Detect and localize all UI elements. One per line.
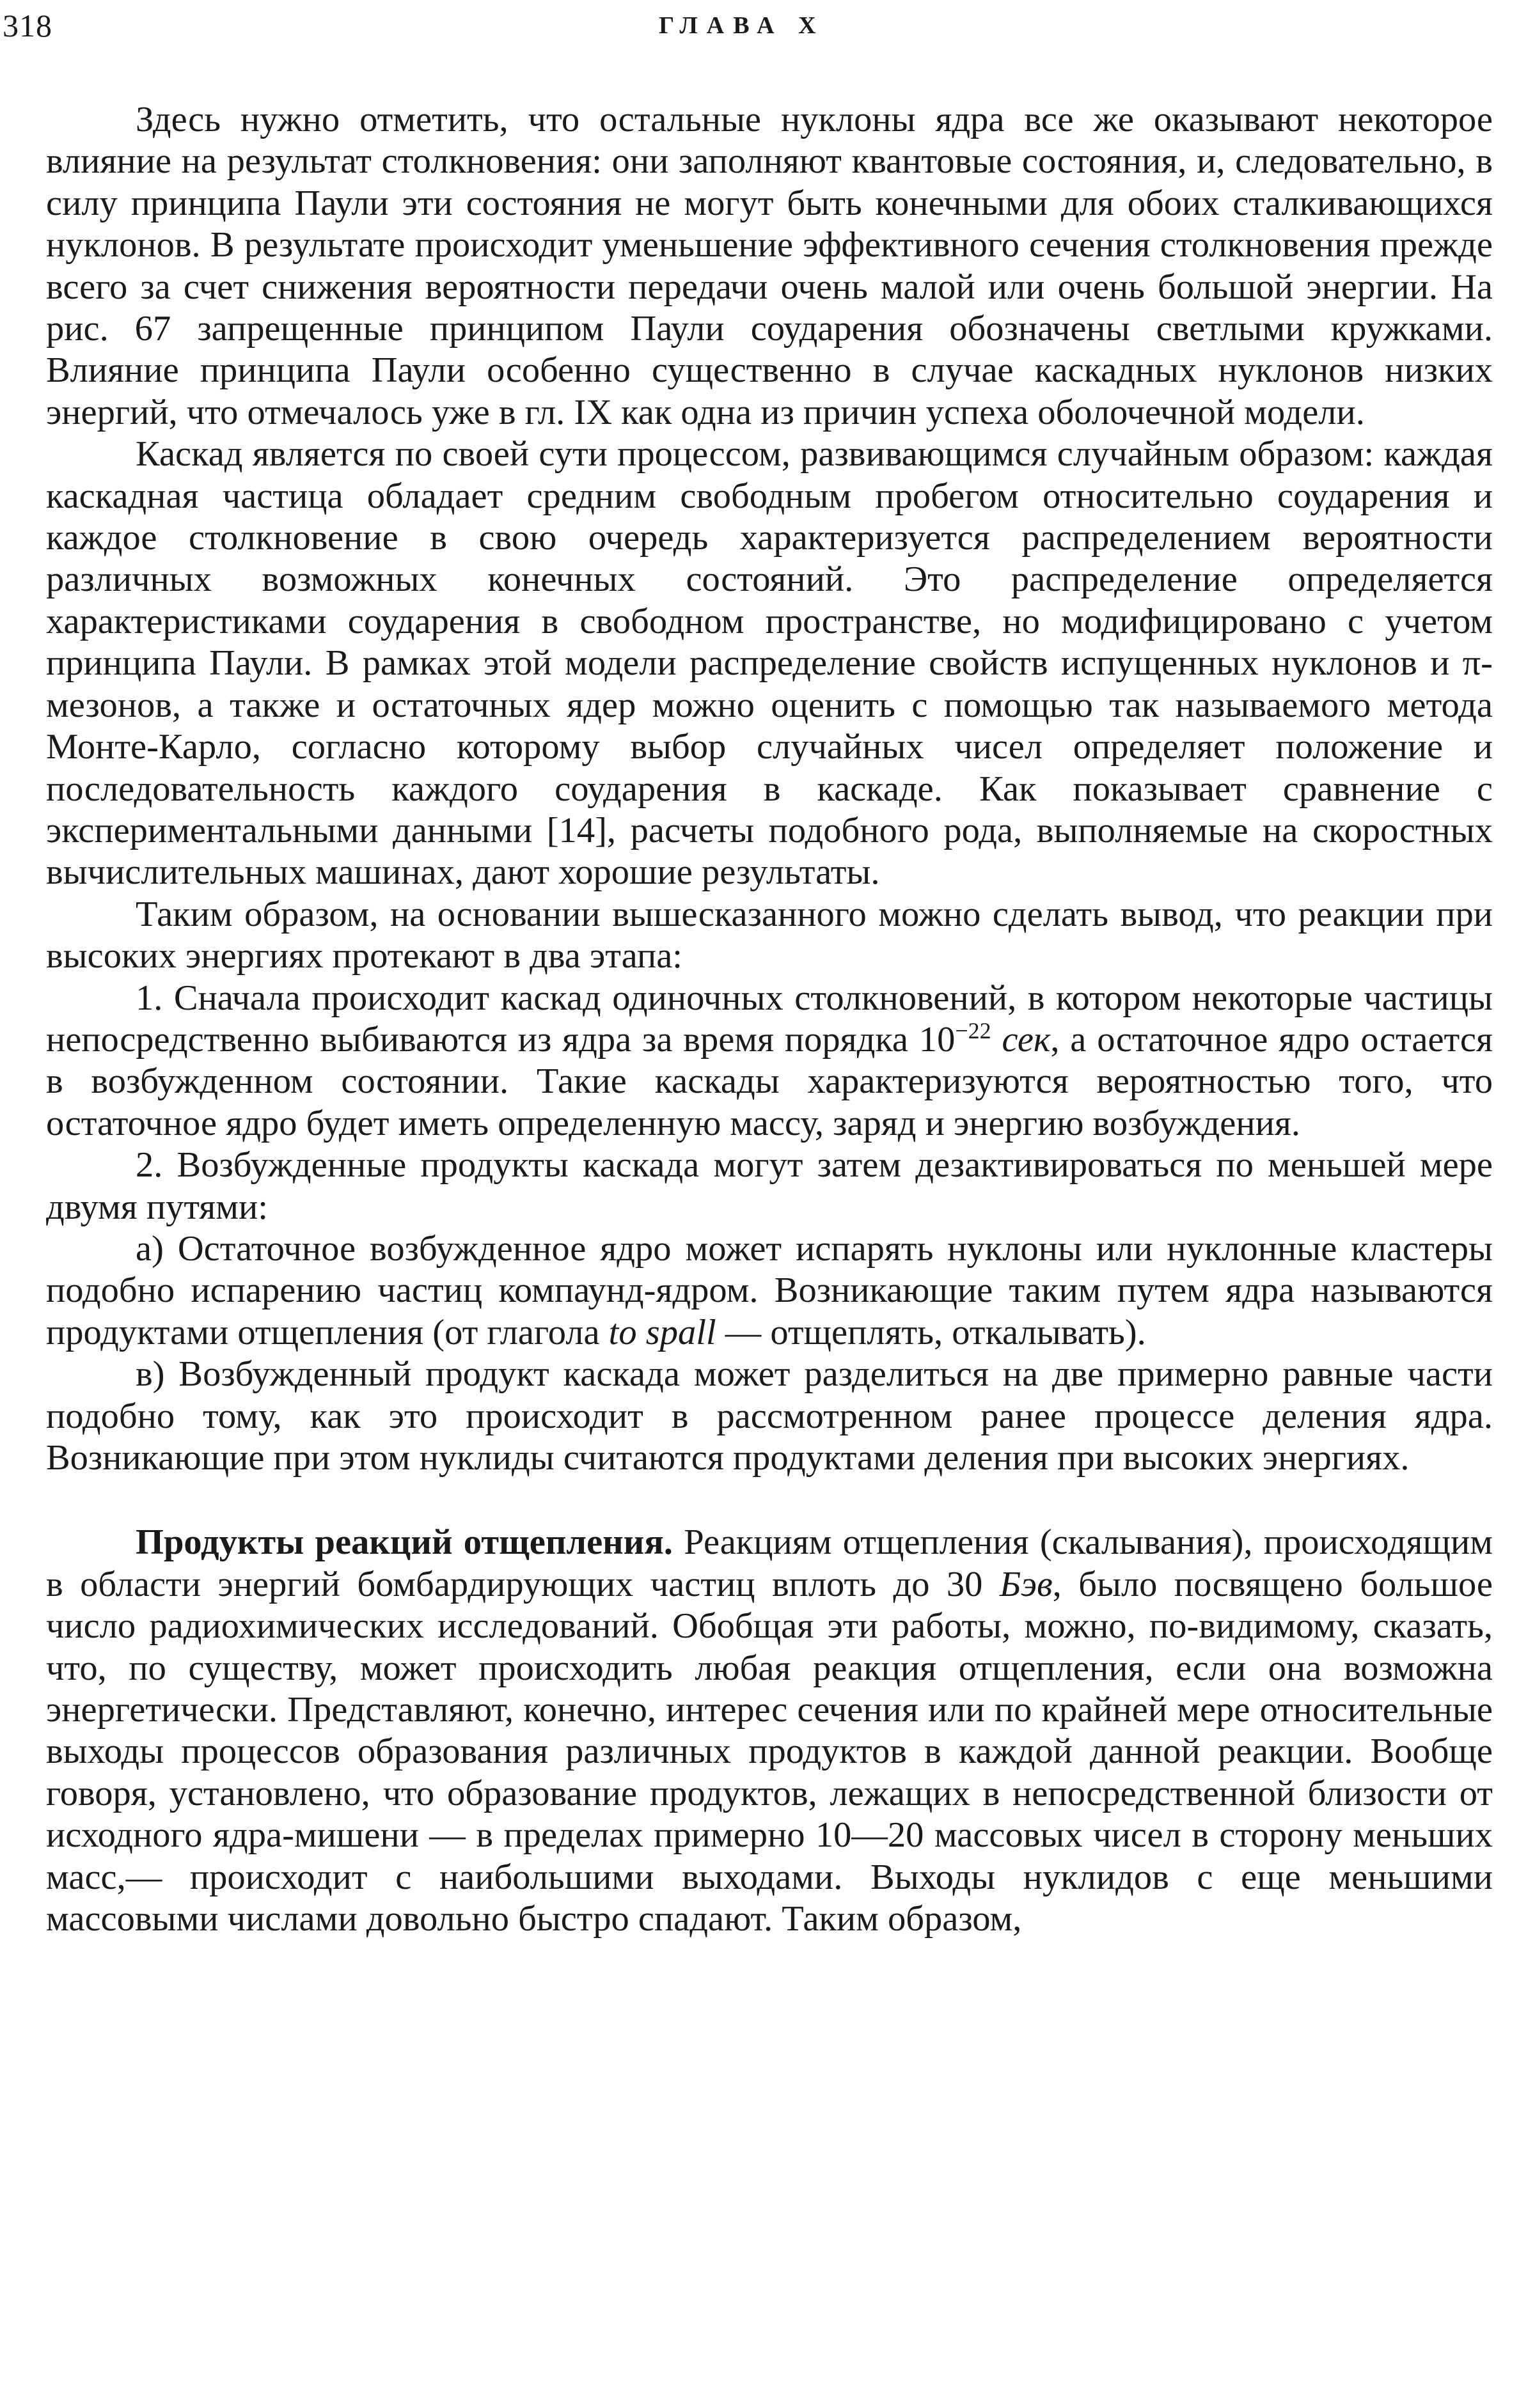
section-heading: Продукты реакций отщепления. [136,1522,673,1563]
option-a-text-rest: — отщеплять, откалывать). [716,1312,1146,1352]
section-text-rest: , было посвящено большое число радиохимических исследований. Обобщая эти работы, можно, по-видимому, сказать, что, по существу, может происходить любая реакция отщепления, если она возможна энергетически. Представляют, конечно, интерес сечения или по крайней мере относительные выходы процессов образования различных продуктов в каждой данной реакции. Вообще говоря, установлено, что образование продуктов, лежащих в непосредственной близости от исходного ядра-мишени — в пределах примерно 10—20 массовых чисел в сторону меньших масс,— происходит с наибольшими выходами. Выходы нуклидов с еще меньшими массовыми числами довольно быстро спадают. Таким образом, [46,1564,1493,1939]
paragraph-stage-two: 2. Возбужденные продукты каскада могут затем дезактивироваться по меньшей мере двумя путями: [46,1145,1493,1227]
paragraph-spallation-products [46,1522,1493,1940]
energy-unit: Бэв [999,1564,1053,1604]
stage-one-text: 1. Сначала происходит каскад одиночных столкновений, в котором некоторые частицы непосредственно выбиваются из ядра за время порядка 10 [46,978,1493,1059]
section-text: Реакциям отщепления (скалывания), происходящим в области энергий бомбардирующих частиц вплоть до 30 [46,1522,1493,1604]
paragraph-pauli-principle: Здесь нужно отметить, что остальные нуклоны ядра все же оказывают некоторое влияние на результат столкновения: они заполняют квантовые состояния, и, следовательно, в силу принципа Паули эти состояния не могут быть конечными для обоих сталкивающихся нуклонов. В результате происходит уменьшение эффективного сечения столкновения прежде всего за счет снижения вероятности передачи очень малой или очень большой энергии. На рис. 67 запрещенные принципом Паули соударения обозначены светлыми кружками. Влияние принципа Паули особенно существенно в случае каскадных нуклонов низких энергий, что отмечалось уже в гл. IX как одна из причин успеха оболочечной модели. [46,100,1493,432]
page-number: 318 [3,8,52,43]
stage-one-text-rest: , а остаточное ядро остается в возбужденном состоянии. Такие каскады характеризуются вероятностью того, что остаточное ядро будет иметь определенную массу, заряд и энергию возбуждения. [46,1019,1493,1143]
paragraph-stage-one [46,978,1493,1145]
paragraph-option-b: в) Возбужденный продукт каскада может разделиться на две примерно равные части подобно тому, как это происходит в рассмотренном ранее процессе деления ядра. Возникающие при этом нуклиды считаются продуктами деления при высоких энергиях. [46,1354,1493,1478]
exponent: −22 [955,1018,991,1044]
paragraph-two-stages: Таким образом, на основании вышесказанного можно сделать вывод, что реакции при высоких энергиях протекают в два этапа: [46,894,1493,976]
english-term: to spall [608,1312,716,1352]
running-head: ГЛАВА X [659,12,825,39]
paragraph-cascade-random: Каскад является по своей сути процессом, развивающимся случайным образом: каждая каскадная частица обладает средним свободным пробегом относительно соударения и каждое столкновение в свою очередь характеризуется распределением вероятности различных возможных конечных состояний. Это распределение определяется характеристиками соударения в свободном пространстве, но модифицировано с учетом принципа Паули. В рамках этой модели распределение свойств испущенных нуклонов и π-мезонов, а также и остаточных ядер можно оценить с помощью так называемого метода Монте-Карло, согласно которому выбор случайных чисел определяет положение и последовательность каждого соударения в каскаде. Как показывает сравнение с экспериментальными данными [14], расчеты подобного рода, выполняемые на скоростных вычислительных машинах, дают хорошие результаты. [46,434,1493,893]
option-a-text: а) Остаточное возбужденное ядро может испарять нуклоны или нуклонные кластеры подобно испарению частиц компаунд-ядром. Возникающие таким путем ядра называются продуктами отщепления (от глагола [46,1228,1493,1352]
body-text [46,99,1493,1940]
paragraph-option-a [46,1228,1493,1354]
time-unit: сек [1002,1019,1051,1059]
page-header [0,6,1535,45]
